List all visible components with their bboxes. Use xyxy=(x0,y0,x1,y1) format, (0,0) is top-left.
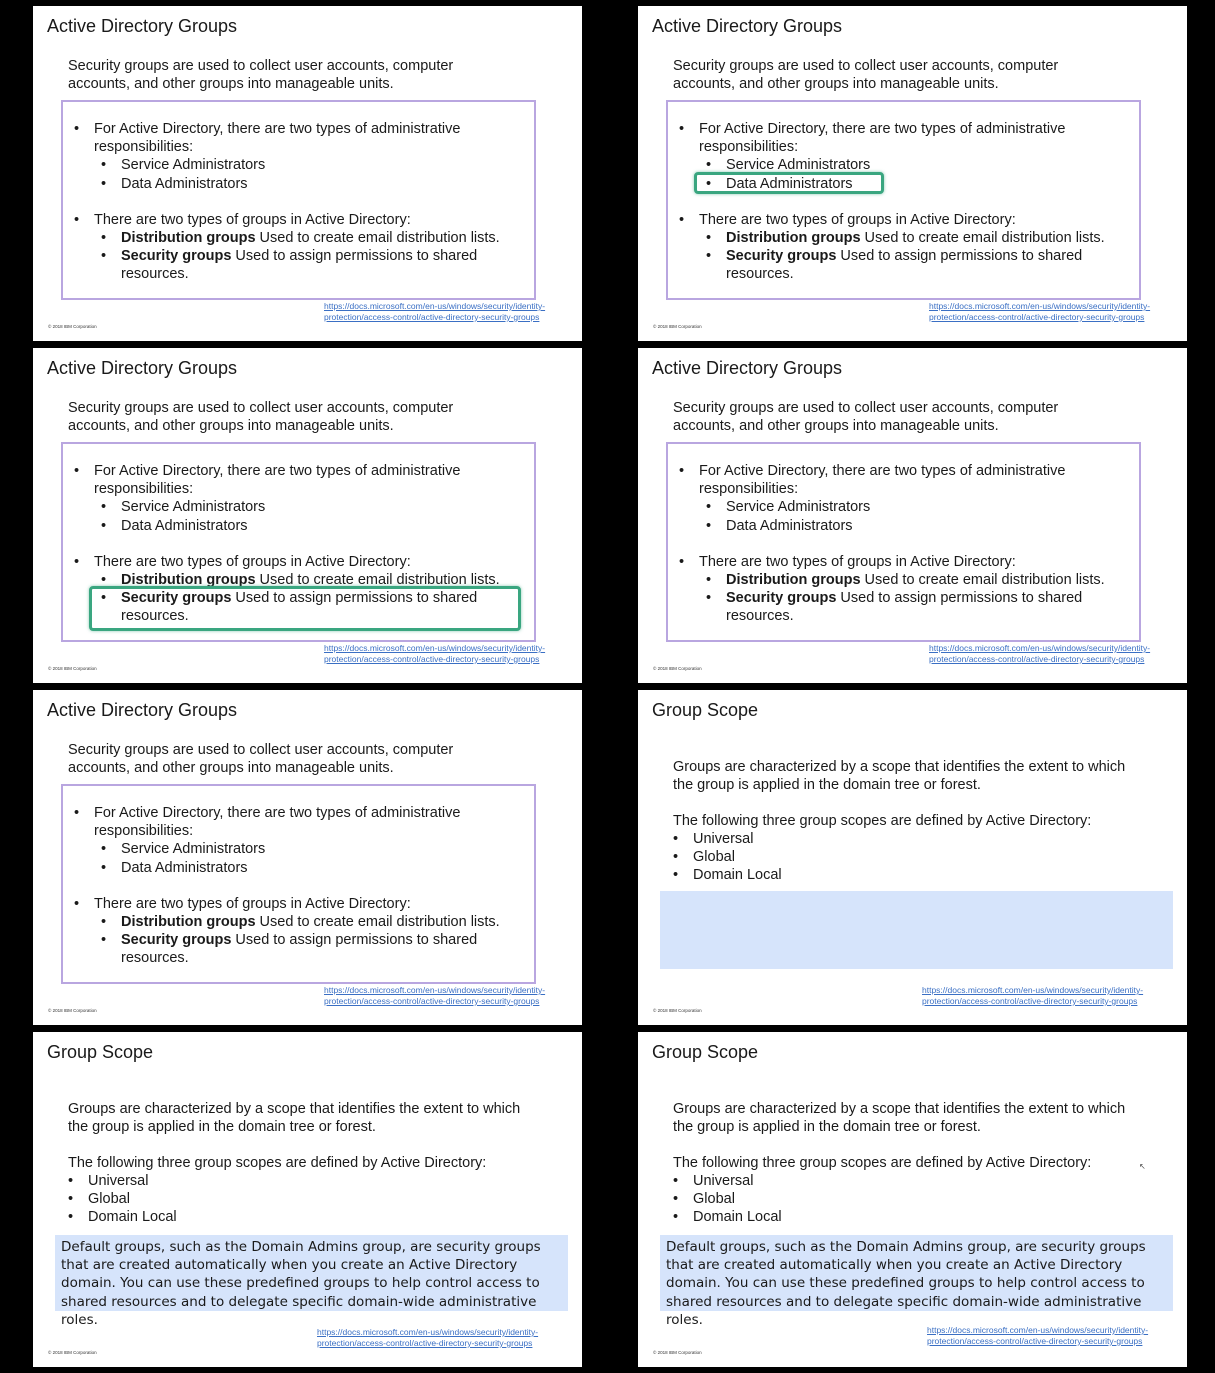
copyright: © 2018 IBM Corporation xyxy=(48,324,97,329)
source-link[interactable]: https://docs.microsoft.com/en-us/windows/security/identity- protection/access-control/active-directory-security-groups xyxy=(929,643,1151,664)
slide-6[interactable] xyxy=(611,690,1209,1025)
slide-title: Group Scope xyxy=(652,700,759,720)
scope-global: • Global xyxy=(673,848,782,866)
source-link[interactable]: https://docs.microsoft.com/en-us/windows/security/identity- protection/access-control/active-directory-security-groups xyxy=(324,985,546,1006)
right-bar xyxy=(1187,348,1209,683)
bullet-list xyxy=(74,120,524,284)
copyright: © 2018 IBM Corporation xyxy=(48,1008,97,1013)
desc-distribution: Used to create email distribution lists. xyxy=(255,914,500,931)
bullet-security-groups xyxy=(679,247,1129,283)
bullet-group-types: • There are two types of groups in Active Directory: xyxy=(74,211,524,229)
bullet-group-types: • There are two types of groups in Active Directory: xyxy=(679,553,1129,571)
slide-1[interactable] xyxy=(6,6,604,341)
scope-domain-local: • Domain Local xyxy=(673,1208,782,1226)
left-bar xyxy=(611,348,638,683)
scope-universal: • Universal xyxy=(673,830,782,848)
left-bar xyxy=(6,6,33,341)
bullet-data-admins: • Data Administrators xyxy=(679,517,1129,535)
bullet-list xyxy=(679,462,1129,626)
right-bar xyxy=(1187,6,1209,341)
desc-security: Used to assign permissions to shared resources. xyxy=(121,932,478,967)
right-bar xyxy=(582,348,604,683)
bullet-admin-types: • For Active Directory, there are two types of administrative responsibilities: xyxy=(74,120,524,156)
source-link[interactable]: https://docs.microsoft.com/en-us/windows/security/identity- protection/access-control/active-directory-security-groups xyxy=(927,1325,1149,1346)
bullet-security-groups xyxy=(74,931,524,967)
left-bar xyxy=(611,690,638,1025)
slide-7[interactable] xyxy=(6,1032,604,1367)
right-bar xyxy=(582,690,604,1025)
bullet-group-types: • There are two types of groups in Active Directory: xyxy=(679,211,1129,229)
desc-distribution: Used to create email distribution lists. xyxy=(255,572,500,589)
scope-list xyxy=(673,1172,782,1227)
bullet-distribution-groups xyxy=(679,571,1129,589)
desc-security: Used to assign permissions to shared resources. xyxy=(726,590,1083,625)
term-security: Security groups xyxy=(726,590,837,607)
slide-8[interactable] xyxy=(611,1032,1209,1367)
slide-2[interactable] xyxy=(611,6,1209,341)
bullet-data-admins: • Data Administrators xyxy=(74,859,524,877)
copyright: © 2018 IBM Corporation xyxy=(653,1350,702,1355)
slide-title: Active Directory Groups xyxy=(47,700,238,720)
term-security: Security groups xyxy=(121,248,232,265)
scope-global: • Global xyxy=(68,1190,177,1208)
scope-list xyxy=(673,830,782,885)
scope-domain-local: • Domain Local xyxy=(68,1208,177,1226)
bullet-security-groups xyxy=(679,589,1129,625)
desc-distribution: Used to create email distribution lists. xyxy=(255,230,500,247)
bullet-admin-types: • For Active Directory, there are two types of administrative responsibilities: xyxy=(679,120,1129,156)
slide-title: Active Directory Groups xyxy=(652,16,843,36)
bullet-distribution-groups xyxy=(679,229,1129,247)
slide-3[interactable] xyxy=(6,348,604,683)
slide-title: Group Scope xyxy=(47,1042,154,1062)
source-link[interactable]: https://docs.microsoft.com/en-us/windows/security/identity- protection/access-control/active-directory-security-groups xyxy=(324,643,546,664)
slide-intro: Security groups are used to collect user accounts, computer accounts, and other groups into manageable units. xyxy=(673,58,1059,92)
scope-domain-local: • Domain Local xyxy=(673,866,782,884)
right-bar xyxy=(1187,1032,1209,1367)
default-groups-note: Default groups, such as the Domain Admins group, are security groups that are created automatically when you create an Active Directory domain. You can use these predefined groups to help control access to shared resources and to delegate specific domain-wide administrative roles. xyxy=(666,1239,1146,1328)
right-bar xyxy=(582,1032,604,1367)
highlight-security-groups xyxy=(89,586,521,631)
scope-list xyxy=(68,1172,177,1227)
slide-intro: Security groups are used to collect user accounts, computer accounts, and other groups into manageable units. xyxy=(68,742,454,776)
term-distribution: Distribution groups xyxy=(121,914,256,931)
copyright: © 2018 IBM Corporation xyxy=(653,324,702,329)
copyright: © 2018 IBM Corporation xyxy=(48,1350,97,1355)
slide-intro: Security groups are used to collect user accounts, computer accounts, and other groups into manageable units. xyxy=(68,58,454,92)
desc-distribution: Used to create email distribution lists. xyxy=(860,572,1105,589)
bullet-data-admins: • Data Administrators xyxy=(74,517,524,535)
bullet-admin-types: • For Active Directory, there are two types of administrative responsibilities: xyxy=(74,462,524,498)
bullet-group-types: • There are two types of groups in Active Directory: xyxy=(74,553,524,571)
bullet-distribution-groups xyxy=(74,913,524,931)
term-distribution: Distribution groups xyxy=(121,230,256,247)
right-bar xyxy=(1187,690,1209,1025)
left-bar xyxy=(611,6,638,341)
term-security: Security groups xyxy=(121,932,232,949)
scope-description: Groups are characterized by a scope that identifies the extent to which the group is applied in the domain tree or forest. xyxy=(673,1101,1126,1135)
left-bar xyxy=(611,1032,638,1367)
bullet-list xyxy=(74,804,524,968)
source-link[interactable]: https://docs.microsoft.com/en-us/windows/security/identity- protection/access-control/active-directory-security-groups xyxy=(929,301,1151,322)
left-bar xyxy=(6,1032,33,1367)
scope-universal: • Universal xyxy=(673,1172,782,1190)
blue-placeholder-box xyxy=(660,891,1173,969)
desc-security: Used to assign permissions to shared resources. xyxy=(726,248,1083,283)
slide-5[interactable] xyxy=(6,690,604,1025)
scope-list-intro: The following three group scopes are defined by Active Directory: xyxy=(68,1155,487,1171)
term-distribution: Distribution groups xyxy=(726,572,861,589)
slide-title: Active Directory Groups xyxy=(47,16,238,36)
scope-description: Groups are characterized by a scope that identifies the extent to which the group is applied in the domain tree or forest. xyxy=(68,1101,521,1135)
term-security: Security groups xyxy=(121,590,232,607)
bullet-data-admins: • Data Administrators xyxy=(679,175,1129,193)
slide-4[interactable] xyxy=(611,348,1209,683)
scope-description: Groups are characterized by a scope that identifies the extent to which the group is applied in the domain tree or forest. xyxy=(673,759,1126,793)
scope-universal: • Universal xyxy=(68,1172,177,1190)
bullet-security-groups xyxy=(74,247,524,283)
term-distribution: Distribution groups xyxy=(726,230,861,247)
term-distribution: Distribution groups xyxy=(121,572,256,589)
bullet-distribution-groups xyxy=(74,229,524,247)
term-security: Security groups xyxy=(726,248,837,265)
slide-intro: Security groups are used to collect user accounts, computer accounts, and other groups into manageable units. xyxy=(68,400,454,434)
source-link[interactable]: https://docs.microsoft.com/en-us/windows/security/identity- protection/access-control/active-directory-security-groups xyxy=(317,1327,539,1348)
bullet-service-admins: • Service Administrators xyxy=(679,156,1129,174)
bullet-service-admins: • Service Administrators xyxy=(679,498,1129,516)
left-bar xyxy=(6,690,33,1025)
bullet-service-admins: • Service Administrators xyxy=(74,156,524,174)
bullet-admin-types: • For Active Directory, there are two types of administrative responsibilities: xyxy=(679,462,1129,498)
desc-security: Used to assign permissions to shared resources. xyxy=(121,590,478,625)
desc-security: Used to assign permissions to shared resources. xyxy=(121,248,478,283)
scope-global: • Global xyxy=(673,1190,782,1208)
bullet-data-admins: • Data Administrators xyxy=(74,175,524,193)
bullet-list xyxy=(679,120,1129,284)
mouse-cursor-icon: ↖ xyxy=(1139,1162,1146,1171)
source-link[interactable]: https://docs.microsoft.com/en-us/windows/security/identity- protection/access-control/active-directory-security-groups xyxy=(922,985,1144,1006)
highlight-data-admins xyxy=(694,172,884,194)
left-bar xyxy=(6,348,33,683)
copyright: © 2018 IBM Corporation xyxy=(653,666,702,671)
source-link[interactable]: https://docs.microsoft.com/en-us/windows/security/identity- protection/access-control/active-directory-security-groups xyxy=(324,301,546,322)
bullet-service-admins: • Service Administrators xyxy=(74,498,524,516)
right-bar xyxy=(582,6,604,341)
bullet-group-types: • There are two types of groups in Active Directory: xyxy=(74,895,524,913)
bullet-admin-types: • For Active Directory, there are two types of administrative responsibilities: xyxy=(74,804,524,840)
slide-title: Active Directory Groups xyxy=(47,358,238,378)
copyright: © 2018 IBM Corporation xyxy=(653,1008,702,1013)
slide-title: Group Scope xyxy=(652,1042,759,1062)
slide-intro: Security groups are used to collect user accounts, computer accounts, and other groups into manageable units. xyxy=(673,400,1059,434)
scope-list-intro: The following three group scopes are defined by Active Directory: xyxy=(673,1155,1092,1171)
default-groups-note: Default groups, such as the Domain Admins group, are security groups that are created automatically when you create an Active Directory domain. You can use these predefined groups to help control access to shared resources and to delegate specific domain-wide administrative roles. xyxy=(61,1239,541,1328)
scope-list-intro: The following three group scopes are defined by Active Directory: xyxy=(673,813,1092,829)
copyright: © 2018 IBM Corporation xyxy=(48,666,97,671)
bullet-service-admins: • Service Administrators xyxy=(74,840,524,858)
desc-distribution: Used to create email distribution lists. xyxy=(860,230,1105,247)
slide-title: Active Directory Groups xyxy=(652,358,843,378)
